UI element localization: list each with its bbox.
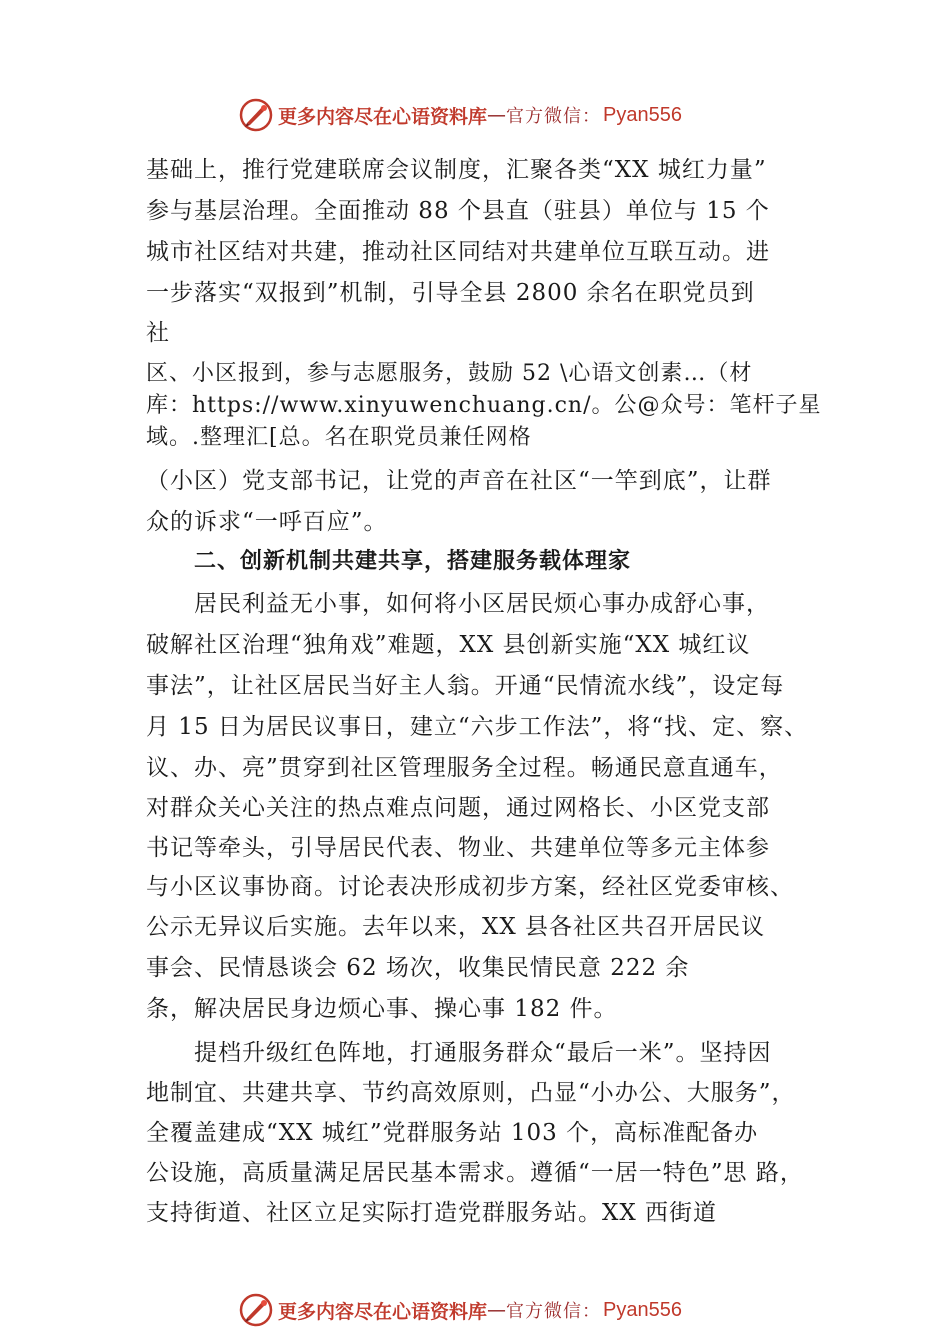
banner-wechat-id: Pyan556 [603, 1298, 682, 1321]
brush-logo-icon [238, 1292, 274, 1328]
text-line: 社 [146, 320, 170, 346]
text-line: 全覆盖建成“XX 城红”党群服务站 103 个，高标准配备办 [146, 1120, 759, 1146]
text-line: 条，解决居民身边烦心事、操心事 182 件。 [146, 996, 618, 1022]
banner-wechat-label: 官方微信： [506, 106, 602, 127]
footer-banner [238, 1290, 682, 1330]
text-line: （小区）党支部书记，让党的声音在社区“一竿到底”，让群 [146, 468, 772, 494]
text-line: 公示无异议后实施。去年以来，XX 县各社区共召开居民议 [146, 914, 766, 940]
text-line: 参与基层治理。全面推动 88 个县直（驻县）单位与 15 个 [146, 198, 770, 224]
text-line: 与小区议事协商。讨论表决形成初步方案，经社区党委审核、 [146, 874, 794, 900]
text-line: 地制宜、共建共享、节约高效原则，凸显“小办公、大服务”， [146, 1080, 796, 1106]
text-line: 基础上，推行党建联席会议制度，汇聚各类“XX 城红力量” [146, 157, 767, 183]
text-line: 事法”，让社区居民当好主人翁。开通“民情流水线”，设定每 [146, 673, 785, 699]
text-line: 提档升级红色阵地，打通服务群众“最后一米”。坚持因 [194, 1040, 772, 1066]
banner-title: 更多内容尽在心语资料库 [278, 1300, 488, 1323]
text-line: 月 15 日为居民议事日，建立“六步工作法”，将“找、定、察、 [146, 714, 809, 740]
text-line: 居民利益无小事，如何将小区居民烦心事办成舒心事， [194, 591, 770, 617]
text-line: 一步落实“双报到”机制，引导全县 2800 余名在职党员到 [146, 280, 755, 306]
text-line: 区、小区报到，参与志愿服务，鼓励 52 \心语文创素…（材 [146, 361, 753, 386]
banner-dash: — [487, 104, 507, 126]
text-line: 破解社区治理“独角戏”难题，XX 县创新实施“XX 城红议 [146, 632, 751, 658]
text-line: 库：https://www.xinyuwenchuang.cn/。公@众号：笔杆子星 [146, 393, 822, 418]
text-line: 议、办、亮”贯穿到社区管理服务全过程。畅通民意直通车， [146, 755, 783, 781]
header-banner [238, 95, 682, 135]
text-line: 对群众关心关注的热点难点问题，通过网格长、小区党支部 [146, 795, 770, 821]
banner-wechat-id: Pyan556 [603, 103, 682, 126]
section-heading: 二、创新机制共建共享，搭建服务载体理家 [194, 549, 632, 574]
text-line: 支持街道、社区立足实际打造党群服务站。XX 西街道 [146, 1200, 718, 1226]
banner-dash: — [487, 1299, 507, 1321]
banner-title: 更多内容尽在心语资料库 [278, 105, 488, 128]
text-line: 域。.整理汇[总。名在职党员兼任网格 [146, 425, 532, 450]
text-line: 城市社区结对共建，推动社区同结对共建单位互联互动。进 [146, 239, 770, 265]
text-line: 公设施，高质量满足居民基本需求。遵循“一居一特色”思 路， [146, 1160, 804, 1186]
text-line: 众的诉求“一呼百应”。 [146, 509, 388, 535]
text-line: 事会、民情恳谈会 62 场次，收集民情民意 222 余 [146, 955, 690, 981]
banner-wechat-label: 官方微信： [506, 1301, 602, 1322]
text-line: 书记等牵头，引导居民代表、物业、共建单位等多元主体参 [146, 835, 770, 861]
brush-logo-icon [238, 97, 274, 133]
